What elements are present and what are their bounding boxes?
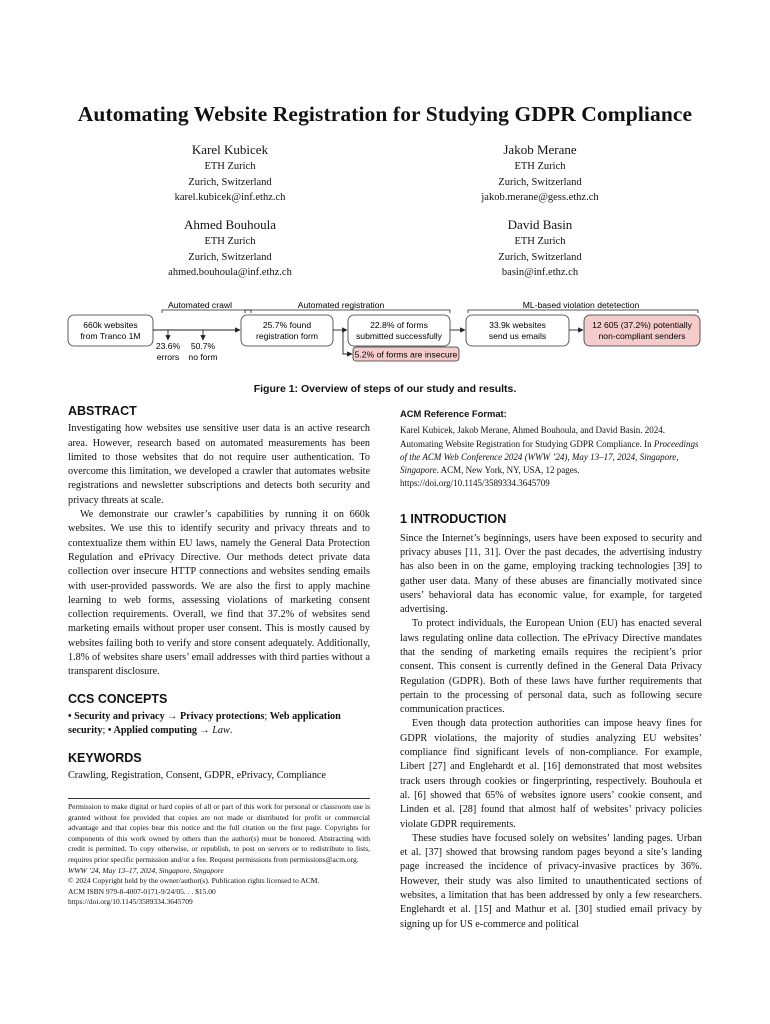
ccs-sep: ; xyxy=(102,725,108,737)
author-affiliation: ETH Zurich xyxy=(204,236,256,247)
abstract-paragraph: Investigating how websites use sensitive user data is an active research area. However, research based on automated measurements has been limited to those websites that do not require user authentication. To overcome this limitation, we developed a crawler that automates website registrations and newsletter subscriptions and detects both security and privacy threats at scale. xyxy=(68,423,370,506)
author-email: ahmed.bouhoula@inf.ethz.ch xyxy=(168,267,292,278)
author-affiliation: ETH Zurich xyxy=(514,236,566,247)
author-affiliation: ETH Zurich xyxy=(204,161,256,172)
author-block xyxy=(420,140,660,206)
ccs-concepts xyxy=(68,710,370,739)
intro-paragraph: Since the Internet’s beginnings, users have been exposed to security and privacy abuses [11, 31]. Over the past decades, the advertising industry has also been in on the game, employing tracking technologies [39] to gather user data. Many of these abuses are financially motivated since users’ behavioral data has economic value, for example, for targeted advertising. xyxy=(400,532,702,616)
stage-bracket xyxy=(245,310,450,313)
intro-paragraph: These studies have focused solely on websites’ landing pages. Urban et al. [37] showed that browsing random pages beyond a site’s landing page increased the incidence of privacy-invasive practices by 36%. However, their study was also limited to unauthenticated sections of websites, a limitation that has been addressed by only a few researchers. Englehardt et al. [15] and Mathur et al. [30] studied email privacy by signing up for US e-commerce and political xyxy=(400,832,702,930)
ccs-item: Web application security xyxy=(68,710,341,737)
intro-paragraph: Even though data protection authorities can impose heavy fines for GDPR violations, the majority of studies analyzing EU websites’ compliance find significant levels of non-compliance. For example, Libert [27] and Englehardt et al. [16] demonstrated that most websites track users through cookies or fingerprinting, respectively. Bouhoula et al. [6] showed that 65% of websites ignore users’ cookie consent, and Linden et al. [28] found that almost half of websites’ privacy policies violate GDPR requirements. xyxy=(400,718,702,830)
abstract-paragraph: We demonstrate our crawler’s capabilities by running it on 660k websites. We use this to identify security and privacy threats and to contextualize them within EU laws, namely the General Data Protection Regulation and ePrivacy Directive. Our methods detect private data collection over insecure HTTP connections and websites sending emails with user-provided passwords. We are also the first to apply machine learning to web forms, assessing violations of marketing consent collection requirements. Overall, we find that 37.2% of websites send marketing emails without proper user consent. This is mostly caused by websites failing both to verify and store consent adequately. Additionally, 1.8% of websites share users’ email addresses with third parties without a transparent disclosure. xyxy=(68,509,370,678)
author-email: basin@inf.ethz.ch xyxy=(501,267,579,278)
author-location: Zurich, Switzerland xyxy=(498,251,582,263)
flow-box-text: 660k websites xyxy=(83,320,138,330)
author-email: karel.kubicek@inf.ethz.ch xyxy=(174,192,286,203)
flow-box-text: 25.7% found xyxy=(262,320,312,330)
ccs-heading: CCS CONCEPTS xyxy=(68,691,168,706)
author-name: David Basin xyxy=(507,217,573,232)
flow-box-text: send us emails xyxy=(488,331,547,341)
conference-line: WWW ’24, May 13–17, 2024, Singapore, Singapore xyxy=(68,865,224,875)
acm-reference-text xyxy=(400,424,702,490)
right-column xyxy=(400,407,702,932)
permission-text: Permission to make digital or hard copies of all or part of this work for personal or classroom use is granted without fee provided that copies are not made or distributed for profit or commercial advantage and that copies bear this notice and the full citation on the first page. Copyrights for components of this work owned by others than the author(s) must be honored. Abstracting with credit is permitted. To copy otherwise, or republish, to post on servers or to redistribute to lists, requires prior specific permission and/or a fee. Request permissions from permissions@acm.org. xyxy=(68,802,370,864)
keywords-text: Crawling, Registration, Consent, GDPR, ePrivacy, Compliance xyxy=(68,769,326,781)
branch-value-no-form: 50.7% xyxy=(190,341,216,351)
flow-box-text: 22.8% of forms xyxy=(370,320,428,330)
acm-reference-heading: ACM Reference Format: xyxy=(400,408,507,419)
figure-caption: Figure 1: Overview of steps of our study and results. xyxy=(253,383,517,395)
branch-label-errors: errors xyxy=(156,352,180,362)
author-email: jakob.merane@gess.ethz.ch xyxy=(481,192,599,203)
flow-box-text: 33.9k websites xyxy=(489,320,546,330)
ccs-item: • Applied computing → xyxy=(107,725,210,737)
stage-bracket xyxy=(162,310,251,313)
introduction-heading: 1 INTRODUCTION xyxy=(400,512,507,527)
flow-box-text: from Tranco 1M xyxy=(80,331,141,341)
permission-block xyxy=(68,802,370,908)
study-overview-diagram xyxy=(60,296,710,366)
author-name: Ahmed Bouhoula xyxy=(183,217,277,232)
author-name: Karel Kubicek xyxy=(191,142,269,157)
flow-box-text: non-compliant senders xyxy=(598,331,686,341)
acm-ref-proceedings: Proceedings of the ACM Web Conference 2024 (WWW ’24), May 13–17, 2024, Singapore, Singapore xyxy=(400,438,699,475)
acm-ref-part: . ACM, New York, NY, USA, 12 pages. https://doi.org/10.1145/3589334.3645709 xyxy=(400,464,580,489)
flow-box-text: 12 605 (37.2%) potentially xyxy=(592,320,692,330)
insecure-forms-text: 5.2% of forms are insecure xyxy=(354,349,458,360)
branch-label-no-form: no form xyxy=(188,352,218,362)
ccs-sep: . xyxy=(229,725,233,737)
author-affiliation: ETH Zurich xyxy=(514,161,566,172)
flow-box-text: submitted successfully xyxy=(356,331,442,341)
author-block xyxy=(420,215,660,281)
author-block xyxy=(110,140,350,206)
intro-paragraph: To protect individuals, the European Union (EU) has enacted several laws regulating online data collection. The ePrivacy Directive mandates that the sending of marketing emails requires the recipient’s prior consent. This consent is currently defined in the General Data Privacy Regulation (GDPR). Both of these laws have further requirements that pertain to the processing of personal data, such as following secure communication practices. xyxy=(400,618,702,716)
author-block xyxy=(110,215,350,281)
author-name: Jakob Merane xyxy=(503,142,577,157)
paper-title: Automating Website Registration for Studying GDPR Compliance xyxy=(77,102,693,126)
stage-label-ml-detection: ML-based violation detetection xyxy=(522,300,640,310)
stage-label-registration: Automated registration xyxy=(297,300,385,310)
ccs-item: • Security and privacy → Privacy protections xyxy=(68,710,265,722)
author-location: Zurich, Switzerland xyxy=(498,176,582,188)
doi-line: https://doi.org/10.1145/3589334.3645709 xyxy=(68,897,193,907)
keywords-heading: KEYWORDS xyxy=(68,750,142,765)
branch-value-errors: 23.6% xyxy=(155,341,181,351)
acm-ref-part: Karel Kubicek, Jakob Merane, Ahmed Bouhoula, and David Basin. 2024. Automating Website Registration for Studying GDPR Compliance. In xyxy=(400,425,665,449)
ccs-sep: ; xyxy=(264,710,270,722)
author-location: Zurich, Switzerland xyxy=(188,251,272,263)
footnote-rule xyxy=(68,798,370,799)
stage-label-crawl: Automated crawl xyxy=(167,300,233,310)
left-column xyxy=(68,404,370,783)
abstract-heading: ABSTRACT xyxy=(68,404,137,418)
flow-box-text: registration form xyxy=(255,331,319,341)
copyright-line: © 2024 Copyright held by the owner/author(s). Publication rights licensed to ACM. xyxy=(68,876,320,886)
author-location: Zurich, Switzerland xyxy=(188,176,272,188)
ccs-item: Law xyxy=(212,725,230,737)
stage-bracket xyxy=(468,310,698,313)
isbn-line: ACM ISBN 979-8-4007-0171-9/24/05. . . $15.00 xyxy=(68,886,216,896)
